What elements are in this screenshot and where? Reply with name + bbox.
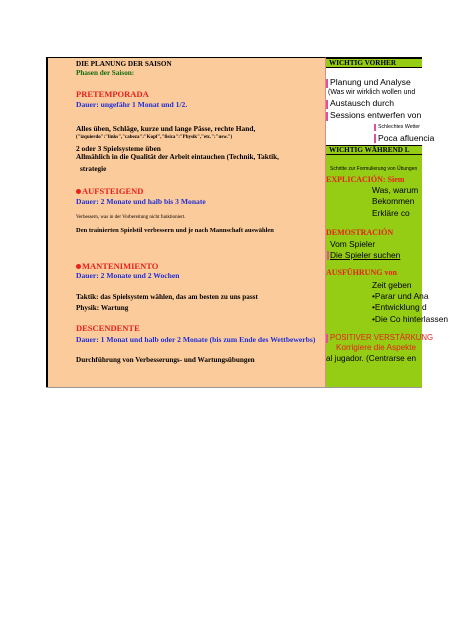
auf-duration: Dauer: 2 Monate und halb bis 3 Monate	[76, 197, 206, 206]
phase-aufsteigend	[76, 187, 143, 196]
vorher-line-3: Austausch durch	[330, 98, 395, 108]
exp-line-3: Erkläre co	[372, 208, 410, 218]
bullet-icon	[76, 189, 81, 194]
aus-line-1: Zeit geben	[372, 280, 412, 290]
pos-line-1: Korrigiere die Aspekte	[336, 343, 417, 352]
pre-line-4: Allmählich in die Qualität der Arbeit eintauchen (Technik, Taktik,	[76, 153, 279, 161]
aus-line-3: •Entwicklung d	[372, 302, 427, 312]
marker-bar	[326, 112, 328, 121]
marker-bar	[326, 100, 328, 109]
sheet-bottom-border	[46, 387, 422, 388]
season-planning-sheet	[46, 57, 449, 387]
pre-line-5: strategie	[80, 165, 107, 173]
pre-duration: Dauer: ungefähr 1 Monat und 1/2.	[76, 100, 188, 109]
phase-mantenimiento	[76, 262, 158, 271]
man-line-1: Taktik: das Spielsystem wählen, das am besten zu uns passt	[76, 293, 258, 301]
header-wichtig-vorher: WICHTIG VORHER	[326, 58, 422, 68]
phase-aufsteigend-label: AUFSTEIGEND	[82, 186, 144, 196]
auf-line-2: Den trainierten Spielstil verbessern und je nach Mannschaft auswählen	[76, 227, 274, 234]
pre-line-2: ("izquierdo":"links","cabeza":"Kopf","fisica":"Physik","etc.":"usw.")	[76, 135, 233, 140]
dem-line-2: Die Spieler suchen	[330, 250, 401, 260]
pos-line-2: al jugador. (Centrarse en	[326, 354, 417, 363]
vorher-line-6: Poca afluencia	[378, 133, 435, 143]
schritte-label: Schritte zur Formulierung von Übungen	[330, 166, 418, 172]
left-panel	[46, 57, 326, 387]
aus-line-4: •Die Co hinterlassen	[372, 314, 449, 324]
exp-line-2: Bekommen	[372, 196, 415, 206]
vorher-line-1: Planung und Analyse	[330, 77, 411, 87]
vorher-line-4: Sessions entwerfen von	[330, 110, 422, 120]
aus-line-2: •Parar und Ana	[372, 291, 429, 301]
man-duration: Dauer: 2 Monate und 2 Wochen	[76, 271, 180, 280]
des-line-1: Durchführung von Verbesserungs- und Wartungsübungen	[76, 356, 255, 364]
marker-bar	[327, 251, 329, 260]
exp-line-1: Was, warum	[372, 185, 419, 195]
header-wichtig-waehrend: WICHTIG WÄHREND L	[326, 145, 422, 155]
sheet-title: DIE PLANUNG DER SAISON	[76, 60, 172, 68]
phase-mantenimiento-label: MANTENIMIENTO	[82, 261, 159, 271]
vorher-line-2: (Was wir wirklich wollen und	[328, 89, 416, 96]
pre-line-1: Alles üben, Schläge, kurze und lange Pässe, rechte Hand,	[76, 124, 256, 133]
phase-descendente: DESCENDENTE	[76, 323, 140, 333]
positiver-heading: POSITIVER VERSTÄRKUNG	[330, 333, 434, 342]
marker-bar	[374, 124, 376, 131]
dem-line-1: Vom Spieler	[330, 239, 376, 249]
man-line-2: Physik: Wartung	[76, 304, 129, 312]
right-panel-during	[326, 145, 449, 387]
vorher-line-5: Schlechtes Wetter	[378, 124, 420, 130]
des-duration: Dauer: 1 Monat und halb oder 2 Monate (bis zum Ende des Wettbewerbs)	[76, 335, 316, 344]
ausfuehrung-heading: AUSFÜHRUNG von	[326, 268, 397, 277]
marker-bar	[374, 134, 376, 143]
right-panel-before	[326, 57, 435, 145]
demostracion-heading: DEMOSTRACIÓN	[326, 228, 394, 237]
bullet-icon	[76, 264, 81, 269]
phase-pretemporada: PRETEMPORADA	[76, 89, 149, 99]
explicacion-heading: EXPLICACIÓN: Siem	[326, 175, 405, 184]
pre-line-3: 2 oder 3 Spielsysteme üben	[76, 144, 161, 153]
marker-bar	[326, 334, 328, 343]
phases-label: Phasen der Saison:	[76, 69, 135, 77]
marker-bar	[326, 79, 328, 88]
auf-line-1: Verbessern, was in der Vorbereitung nicht funktioniert.	[76, 215, 186, 220]
